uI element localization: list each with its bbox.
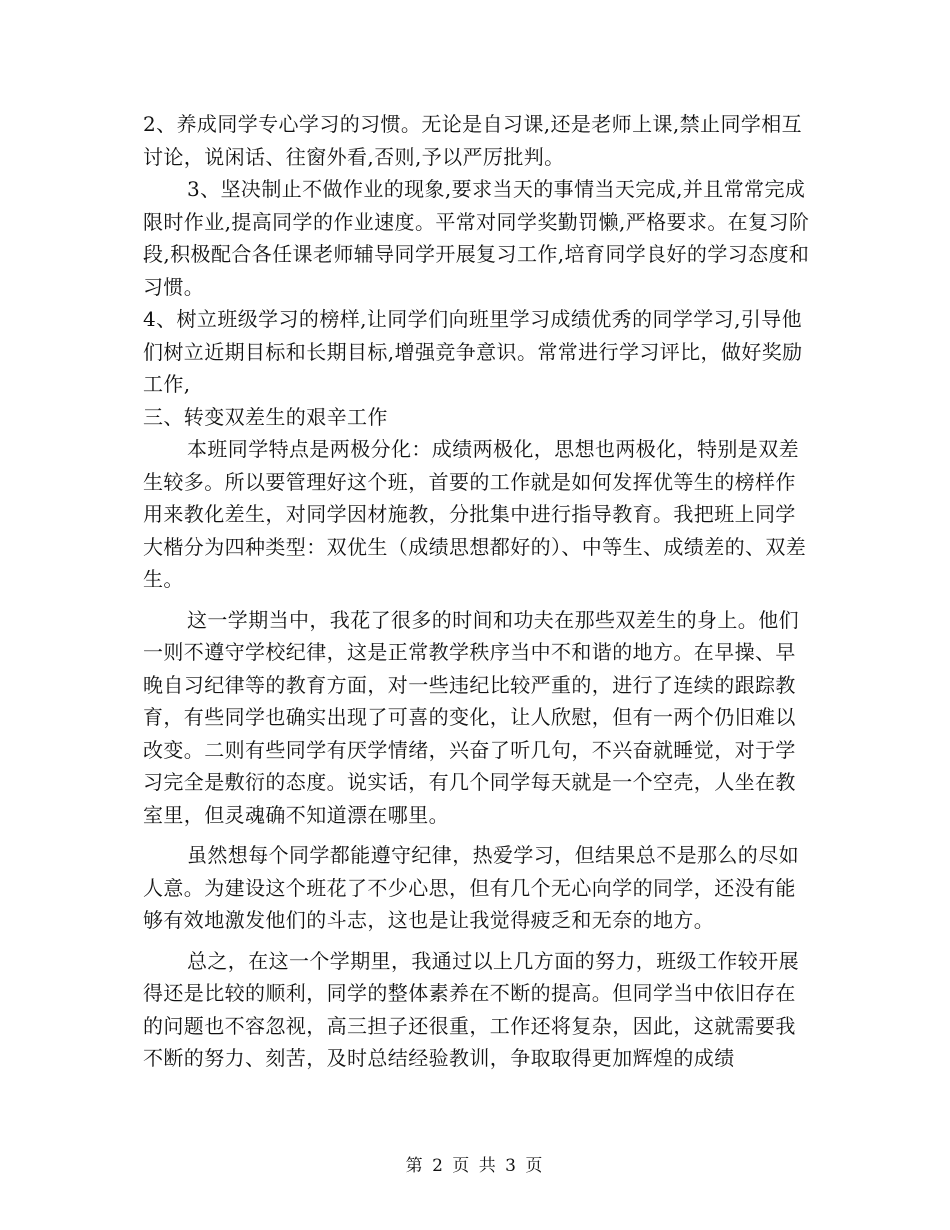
page-number-footer: 第 2 页 共 3 页	[405, 1156, 545, 1176]
paragraph-homework: 3、坚决制止不做作业的现象,要求当天的事情当天完成,并且常常完成限时作业,提高同学的作业速度。平常对同学奖勤罚懒,严格要求。在复习阶段,积极配合各任课老师辅导同学开展复习工作,培育同学良好的学习态度和习惯。	[143, 177, 810, 299]
paragraph-role-model: 4、树立班级学习的榜样,让同学们向班里学习成绩优秀的同学学习,引导他们树立近期目标和长期目标,增强竞争意识。常常进行学习评比，做好奖励工作,	[143, 307, 803, 396]
paragraph-semester-effort: 这一学期当中，我花了很多的时间和功夫在那些双差生的身上。他们一则不遵守学校纪律，这是正常教学秩序当中不和谐的地方。在早操、早晚自习纪律等的教育方面，对一些违纪比较严重的，进行了连续的跟踪教育，有些同学也确实出现了可喜的变化，让人欣慰，但有一两个仍旧难以改变。二则有些同学有厌学情绪，兴奋了听几句，不兴奋就睡觉，对于学习完全是敷衍的态度。说实话，有几个同学每天就是一个空壳，人坐在教室里，但灵魂确不知道漂在哪里。	[143, 607, 799, 827]
paragraph-discipline-wish: 虽然想每个同学都能遵守纪律，热爱学习，但结果总不是那么的尽如人意。为建设这个班花了不少心思，但有几个无心向学的同学，还没有能够有效地激发他们的斗志，这也是让我觉得疲乏和无奈的地方。	[143, 843, 799, 932]
section-heading: 三、转变双差生的艰辛工作	[143, 404, 388, 429]
paragraph-class-traits: 本班同学特点是两极分化：成绩两极化，思想也两极化，特别是双差生较多。所以要管理好这个班，首要的工作就是如何发挥优等生的榜样作用来教化差生，对同学因材施教，分批集中进行指导教育。我把班上同学大楷分为四种类型：双优生（成绩思想都好的）、中等生、成绩差的、双差生。	[143, 437, 807, 591]
paragraph-summary: 总之，在这一个学期里，我通过以上几方面的努力，班级工作较开展得还是比较的顺利，同学的整体素养在不断的提高。但同学当中依旧存在的问题也不容忽视，高三担子还很重，工作还将复杂，因此，这就需要我不断的努力、刻苦，及时总结经验教训，争取取得更加辉煌的成绩	[143, 948, 799, 1070]
page-body	[143, 108, 815, 1075]
paragraph-habit-focus: 2、养成同学专心学习的习惯。无论是自习课,还是老师上课,禁止同学相互讨论，说闲话、往窗外看,否则,予以严厉批判。	[143, 112, 803, 169]
